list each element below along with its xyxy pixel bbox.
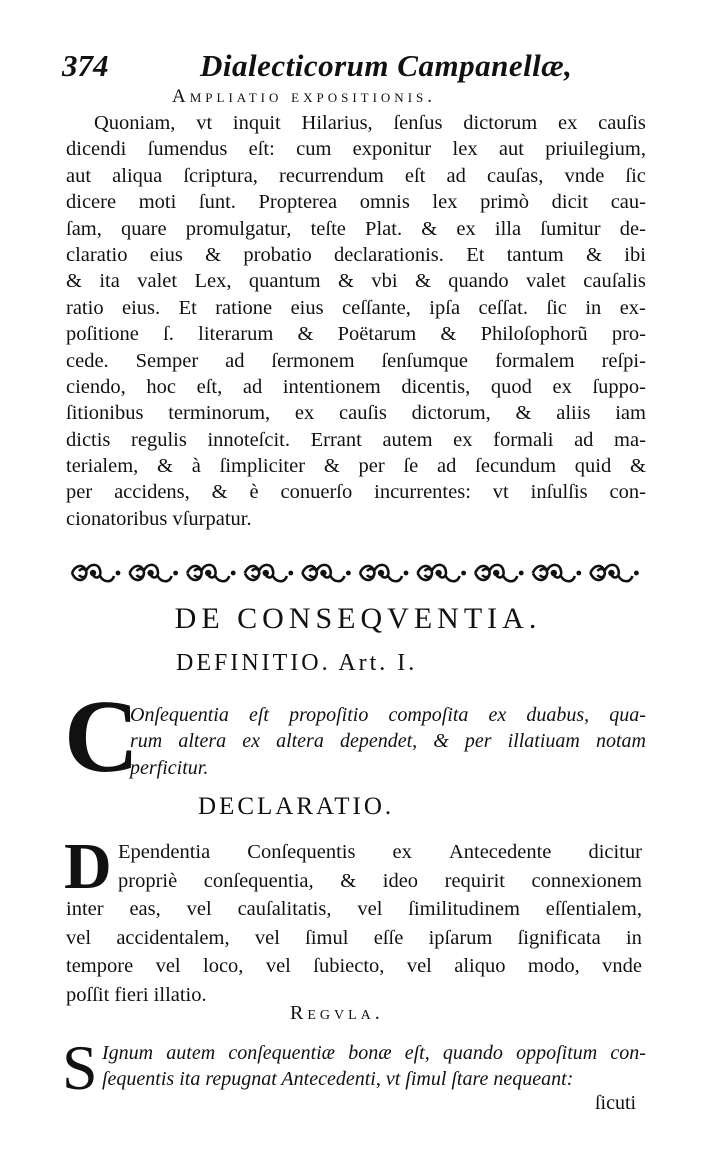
text-line: & ita valet Lex, quantum & vbi & quando valet cauſalis xyxy=(66,270,646,293)
catchword: ſicuti xyxy=(595,1092,637,1114)
text-line: ratio eius. Et ratione eius ceſſante, ipſa ceſſat. ſic in ex- xyxy=(66,296,646,319)
fleuron-icon xyxy=(245,565,293,581)
fleuron-icon xyxy=(533,565,581,581)
fleuron-icon xyxy=(360,565,408,581)
text-line: dicendi ſumendus eſt: cum exponitur lex aut priuilegium, xyxy=(66,138,646,161)
text-line: ſitionibus terminorum, ex cauſis dictorum, & aliis iam xyxy=(66,402,646,425)
text-line: dicere moti ſunt. Propterea omnis lex primò dicit cau- xyxy=(66,191,646,214)
text-line: Quoniam, vt inquit Hilarius, ſenſus dictorum ex cauſis xyxy=(94,112,646,134)
text-line: Ependentia Conſequentis ex Antecedente dicitur xyxy=(118,841,642,863)
fleuron-icon xyxy=(187,565,235,581)
text-line: ſam, quare promulgatur, teſte Plat. & ex illa ſumitur de- xyxy=(66,217,646,240)
text-line: claratio eius & probatio declarationis. Et tantum & ibi xyxy=(66,243,646,266)
fleuron-icon xyxy=(590,565,638,581)
text-line: inter eas, vel cauſalitatis, vel ſimilitudinem eſſentialem, xyxy=(66,898,642,920)
text-line: aut aliqua ſcriptura, recurrendum eſt ad cauſas, vnde ſic xyxy=(66,164,646,187)
text-line: ſequentis ita repugnat Antecedenti, vt ſimul ſtare nequeant: xyxy=(102,1068,574,1091)
page-number: 374 xyxy=(62,48,109,83)
definition-heading: DEFINITIO. Art. I. xyxy=(176,650,418,676)
text-line: tempore vel loco, vel ſubiecto, vel aliquo modo, vnde xyxy=(66,955,642,977)
running-title: Dialecticorum Campanellæ, xyxy=(200,48,573,83)
definition-text xyxy=(130,700,646,779)
dropcap-c: C xyxy=(64,679,140,794)
text-line: Ignum autem conſequentiæ bonæ eſt, quando oppoſitum con- xyxy=(102,1042,646,1064)
text-line: propriè conſequentia, & ideo requirit connexionem xyxy=(118,869,642,892)
subheading-ampliatio: Ampliatio expositionis. xyxy=(172,86,436,107)
text-line: Onſequentia eſt propoſitio compoſita ex duabus, qua- xyxy=(130,704,646,726)
text-line: poſſit fieri illatio. xyxy=(66,983,207,1006)
fleuron-icon xyxy=(130,565,178,581)
text-line: rum altera ex altera dependet, & per illatiuam notam xyxy=(130,730,646,753)
fleuron-icon xyxy=(72,565,120,581)
text-line: vel accidentalem, vel ſimul eſſe ipſarum ſignificata in xyxy=(66,926,642,949)
regula-text xyxy=(102,1039,646,1092)
dropcap-s: S xyxy=(62,1032,98,1103)
declaratio-heading: DECLARATIO. xyxy=(198,793,395,820)
text-line: cionatoribus vſurpatur. xyxy=(66,507,252,530)
fleuron-icon xyxy=(475,565,523,581)
ornamental-divider xyxy=(64,558,648,588)
text-line: ciendo, hoc eſt, ad intentionem dicentis, quod ex ſuppo- xyxy=(66,375,646,398)
regula-heading: Regvla. xyxy=(290,1002,384,1024)
text-line: poſitione ſ. literarum & Poëtarum & Philoſophorũ pro- xyxy=(66,323,646,346)
paragraph-ampliatio xyxy=(66,110,646,532)
text-line: per accidens, & è conuerſo incurrentes: vt inſulſis con- xyxy=(66,481,646,504)
declaratio-text xyxy=(66,838,642,1009)
section-title: DE CONSEQVENTIA. xyxy=(174,602,542,635)
fleuron-icon xyxy=(418,565,466,581)
text-line: terialem, & à ſimpliciter & per ſe ad ſecundum quid & xyxy=(66,455,646,478)
text-line: perficitur. xyxy=(130,756,209,779)
fleuron-icon xyxy=(302,565,350,581)
text-line: cede. Semper ad ſermonem ſenſumque formalem reſpi- xyxy=(66,349,646,372)
text-line: dictis regulis innoteſcit. Errant autem ex formali ad ma- xyxy=(66,428,646,451)
dropcap-d: D xyxy=(64,830,112,903)
